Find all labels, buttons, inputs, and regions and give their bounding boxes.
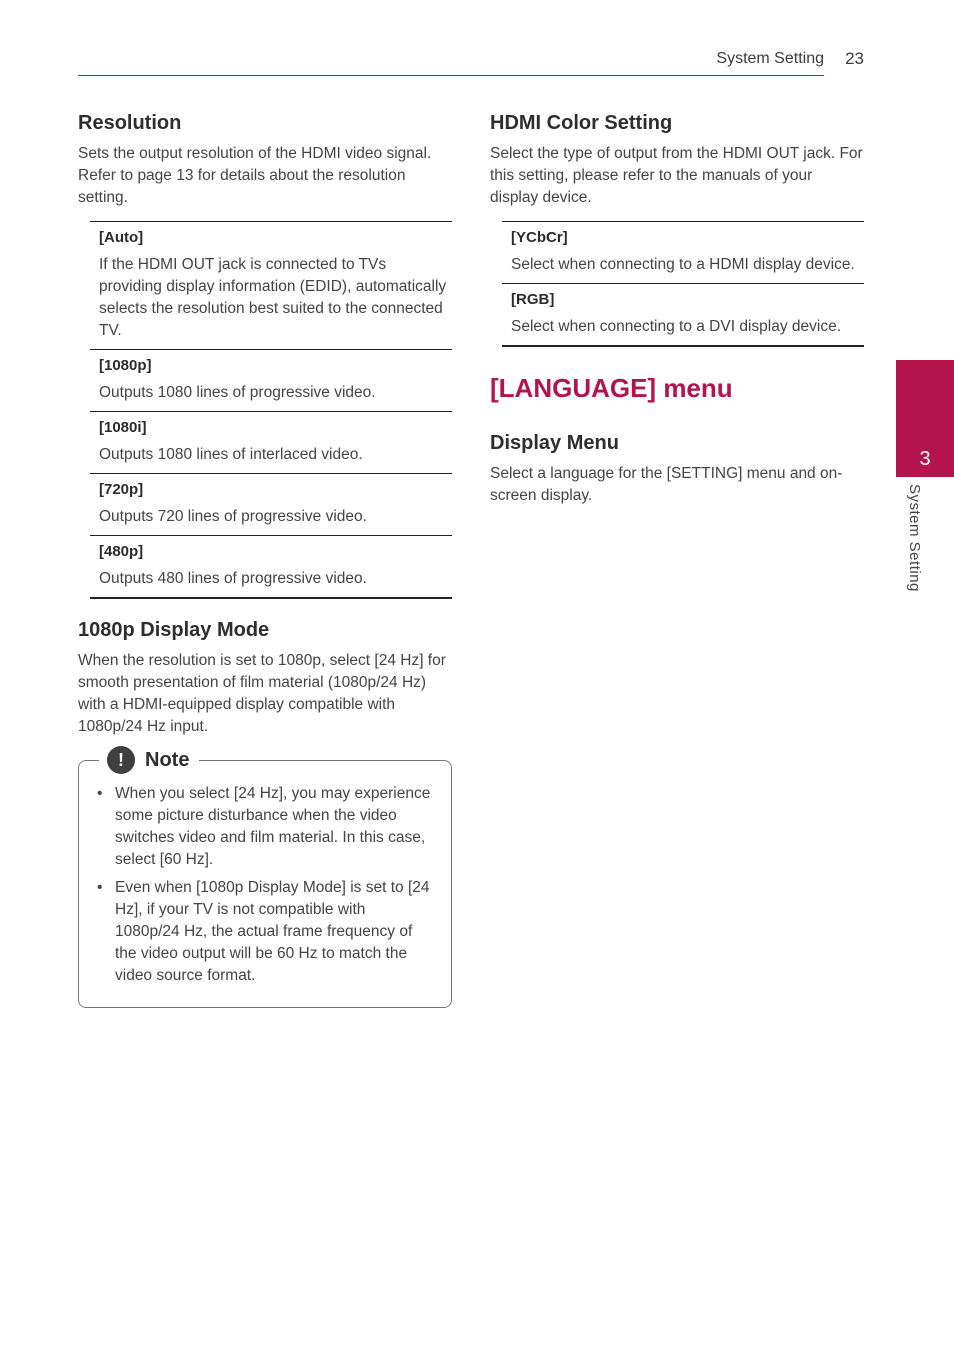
option-value: Outputs 1080 lines of interlaced video. xyxy=(99,446,363,463)
hdmi-color-description: Select the type of output from the HDMI OUT jack. For this setting, please refer to the manuals of your display device. xyxy=(490,145,863,206)
header-rule xyxy=(78,75,824,76)
chapter-tab xyxy=(896,360,954,477)
option-row-rgb xyxy=(502,283,864,347)
option-row-1080i xyxy=(90,411,452,473)
note-header xyxy=(99,746,199,774)
option-value: Outputs 1080 lines of progressive video. xyxy=(99,384,376,401)
language-menu-title: [LANGUAGE] menu xyxy=(490,373,733,403)
option-row-1080p xyxy=(90,349,452,411)
chapter-number: 3 xyxy=(919,448,931,470)
display-mode-heading: 1080p Display Mode xyxy=(78,619,270,641)
option-key: [YCbCr] xyxy=(511,229,568,246)
note-item: • Even when [1080p Display Mode] is set to [24 Hz], if your TV is not compatible with 1080p/24 Hz, the actual frame frequency of the video output will be 60 Hz to match the video source format. xyxy=(97,877,433,987)
note-title: Note xyxy=(145,748,190,771)
note-box xyxy=(78,748,452,1008)
header-section-title: System Setting xyxy=(716,50,824,67)
left-column xyxy=(78,112,452,1008)
display-mode-description: When the resolution is set to 1080p, select [24 Hz] for smooth presentation of film material (1080p/24 Hz) with a HDMI-equipped display compatible with 1080p/24 Hz input. xyxy=(78,652,446,735)
page-header xyxy=(78,48,864,76)
option-value: Outputs 480 lines of progressive video. xyxy=(99,570,367,587)
resolution-options-table xyxy=(90,221,452,599)
option-value: Select when connecting to a HDMI display device. xyxy=(511,256,855,273)
note-item: • When you select [24 Hz], you may experience some picture disturbance when the video switches video and film material. In this case, select [60 Hz]. xyxy=(97,783,433,871)
option-key: [Auto] xyxy=(99,229,144,246)
option-key: [480p] xyxy=(99,543,144,560)
display-menu-heading: Display Menu xyxy=(490,432,619,454)
page-number: 23 xyxy=(845,49,864,68)
display-menu-description: Select a language for the [SETTING] menu and on-screen display. xyxy=(490,465,843,504)
right-column xyxy=(490,112,864,507)
option-value: Outputs 720 lines of progressive video. xyxy=(99,508,367,525)
option-value: Select when connecting to a DVI display device. xyxy=(511,318,841,335)
hdmi-color-heading: HDMI Color Setting xyxy=(490,112,673,134)
option-value: If the HDMI OUT jack is connected to TVs providing display information (EDID), automatically selects the resolution best suited to the connected TV. xyxy=(99,256,447,339)
option-key: [720p] xyxy=(99,481,144,498)
note-list xyxy=(97,783,433,987)
resolution-heading: Resolution xyxy=(78,112,182,134)
option-row-480p xyxy=(90,535,452,599)
hdmi-color-options-table xyxy=(502,221,864,347)
option-key: [1080p] xyxy=(99,357,152,374)
exclamation-icon: ! xyxy=(107,746,135,774)
option-row-ycbcr xyxy=(502,221,864,283)
option-key: [RGB] xyxy=(511,291,555,308)
option-key: [1080i] xyxy=(99,419,147,436)
option-row-auto xyxy=(90,221,452,349)
option-row-720p xyxy=(90,473,452,535)
chapter-label: System Setting xyxy=(906,484,923,592)
resolution-description: Sets the output resolution of the HDMI video signal. Refer to page 13 for details about the resolution setting. xyxy=(78,145,432,206)
